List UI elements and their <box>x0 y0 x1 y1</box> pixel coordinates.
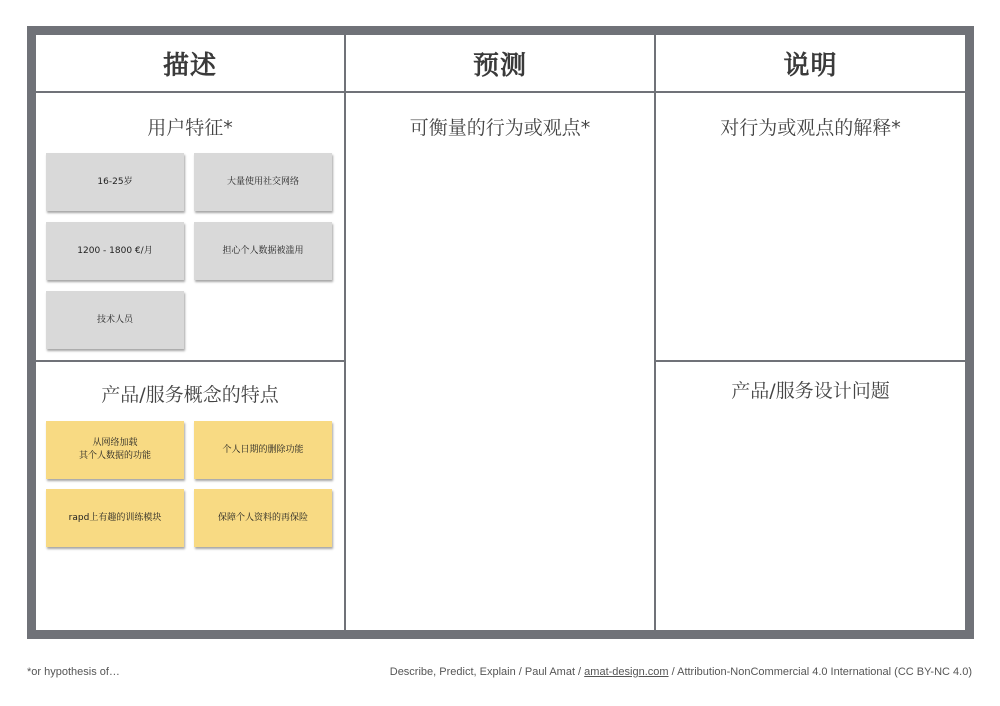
interpretation-title: 对行为或观点的解释* <box>720 117 901 139</box>
product-note[interactable]: rapd上有趣的训练模块 <box>46 489 184 547</box>
product-concept-title: 产品/服务概念的特点 <box>101 384 279 406</box>
user-note[interactable]: 大量使用社交网络 <box>194 153 332 211</box>
user-characteristics-panel <box>36 93 344 360</box>
user-note[interactable]: 技术人员 <box>46 291 184 349</box>
product-note[interactable]: 个人日期的删除功能 <box>194 421 332 479</box>
credit-prefix: Describe, Predict, Explain / Paul Amat / <box>389 666 585 678</box>
header-predict: 预测 <box>346 35 654 91</box>
product-concept-panel <box>36 362 344 630</box>
credit-link[interactable]: amat-design.com <box>584 666 669 678</box>
canvas-board <box>27 26 974 639</box>
measurable-behavior-title: 可衡量的行为或观点* <box>409 117 591 139</box>
footnote: *or hypothesis of… <box>27 666 120 678</box>
user-characteristics-title: 用户特征* <box>147 117 233 139</box>
credit-line <box>390 666 972 678</box>
user-note[interactable]: 1200 - 1800 €/月 <box>46 222 184 280</box>
product-note[interactable]: 从网络加载 其个人数据的功能 <box>46 421 184 479</box>
header-explain: 说明 <box>656 35 965 91</box>
predict-panel <box>346 93 654 630</box>
header-describe: 描述 <box>36 35 344 91</box>
design-question-title: 产品/服务设计问题 <box>731 380 890 402</box>
credit-suffix: / Attribution-NonCommercial 4.0 International (CC BY-NC 4.0) <box>668 666 972 678</box>
product-note[interactable]: 保障个人资料的再保险 <box>194 489 332 547</box>
user-note[interactable]: 担心个人数据被滥用 <box>194 222 332 280</box>
design-question-panel <box>656 362 965 630</box>
user-note[interactable]: 16-25岁 <box>46 153 184 211</box>
interpretation-panel <box>656 93 965 360</box>
